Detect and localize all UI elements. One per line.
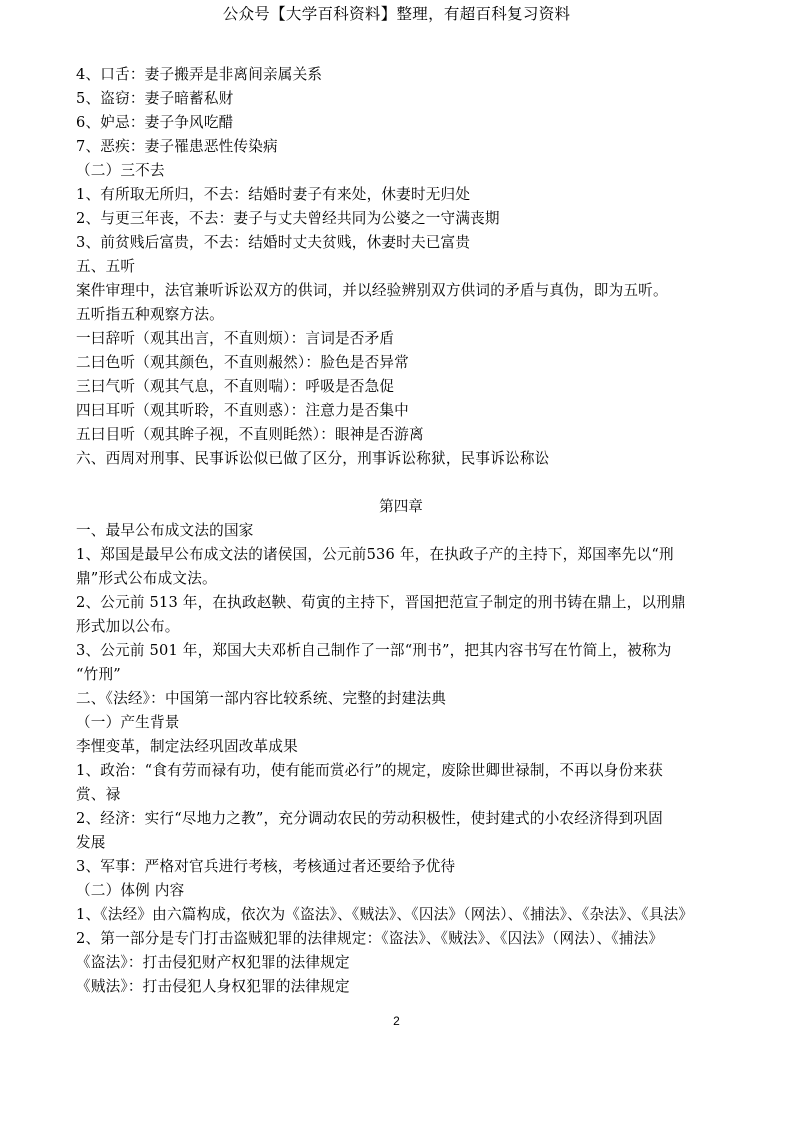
text-line: 案件审理中，法官兼听诉讼双方的供词，并以经验辨别双方供词的矛盾与真伪，即为五听。 (76, 282, 668, 299)
text-line: 1、《法经》由六篇构成，依次为《盗法》、《贼法》、《囚法》（网法）、《捕法》、《杂法》、《具法》 (76, 906, 694, 923)
text-line: 7、恶疾：妻子罹患恶性传染病 (76, 138, 278, 155)
section-heading: 五、五听 (76, 258, 136, 275)
chapter-title: 第四章 (379, 498, 423, 515)
text-line: 3、前贫贱后富贵，不去：结婚时丈夫贫贱，休妻时夫已富贵 (76, 234, 471, 251)
text-line: 2、经济：实行“尽地力之教”，充分调动农民的劳动积极性，使封建式的小农经济得到巩固 (76, 810, 663, 827)
text-line: 2、公元前 513 年，在执政赵鞅、荀寅的主持下，晋国把范宣子制定的刑书铸在鼎上，以刑鼎 (76, 594, 686, 611)
text-line: 3、公元前 501 年，郑国大夫邓析自己制作了一部“刑书”，把其内容书写在竹简上，被称为 (76, 642, 672, 659)
page-header: 公众号【大学百科资料】整理，有超百科复习资料 (222, 5, 571, 23)
section-heading: （一）产生背景 (76, 714, 180, 731)
text-line: 1、郑国是最早公布成文法的诸侯国，公元前536 年，在执政子产的主持下，郑国率先以“刑 (76, 546, 674, 563)
text-line: 一曰辞听（观其出言，不直则烦）：言词是否矛盾 (76, 330, 395, 347)
text-line: 五曰目听（观其眸子视，不直则眊然）：眼神是否游离 (76, 426, 424, 443)
text-line: 《盗法》：打击侵犯财产权犯罪的法律规定 (76, 954, 350, 971)
section-heading: 二、《法经》：中国第一部内容比较系统、完整的封建法典 (76, 690, 447, 707)
text-line: 六、西周对刑事、民事诉讼似已做了区分，刑事诉讼称狱，民事诉讼称讼 (76, 450, 550, 467)
blank-line (76, 471, 726, 495)
text-line: 鼎”形式公布成文法。 (76, 570, 217, 587)
text-line: 1、有所取无所归，不去：结婚时妻子有来处，休妻时无归处 (76, 186, 471, 203)
text-line: 三曰气听（观其气息，不直则喘）：呼吸是否急促 (76, 378, 395, 395)
text-line: 二曰色听（观其颜色，不直则赧然）：脸色是否异常 (76, 354, 409, 371)
text-line: “竹刑” (76, 666, 121, 683)
text-line: 五听指五种观察方法。 (76, 306, 224, 323)
text-line: 赏、禄 (76, 786, 121, 803)
text-line: 发展 (76, 834, 106, 851)
text-line: 《贼法》：打击侵犯人身权犯罪的法律规定 (76, 978, 350, 995)
section-heading: （二）三不去 (76, 162, 165, 179)
text-line: 3、军事：严格对官兵进行考核，考核通过者还要给予优待 (76, 858, 456, 875)
text-line: 2、与更三年丧，不去：妻子与丈夫曾经共同为公婆之一守满丧期 (76, 210, 500, 227)
text-line: 5、盗窃：妻子暗蓄私财 (76, 90, 234, 107)
text-line: 2、第一部分是专门打击盗贼犯罪的法律规定：《盗法》、《贼法》、《囚法》（网法）、《捕法》 (76, 930, 664, 947)
text-line: 李悝变革，制定法经巩固改革成果 (76, 738, 298, 755)
section-heading: （二）体例 内容 (76, 882, 185, 899)
text-line: 4、口舌：妻子搬弄是非离间亲属关系 (76, 66, 323, 83)
page-number: 2 (393, 1014, 400, 1028)
text-line: 四曰耳听（观其听聆，不直则惑）：注意力是否集中 (76, 402, 409, 419)
text-line: 1、政治：“食有劳而禄有功，使有能而赏必行”的规定，废除世卿世禄制，不再以身份来获 (76, 762, 663, 779)
document-body (76, 63, 726, 999)
text-line: 6、妒忌：妻子争风吃醋 (76, 114, 234, 131)
section-heading: 一、最早公布成文法的国家 (76, 522, 254, 539)
text-line: 形式加以公布。 (76, 618, 180, 635)
